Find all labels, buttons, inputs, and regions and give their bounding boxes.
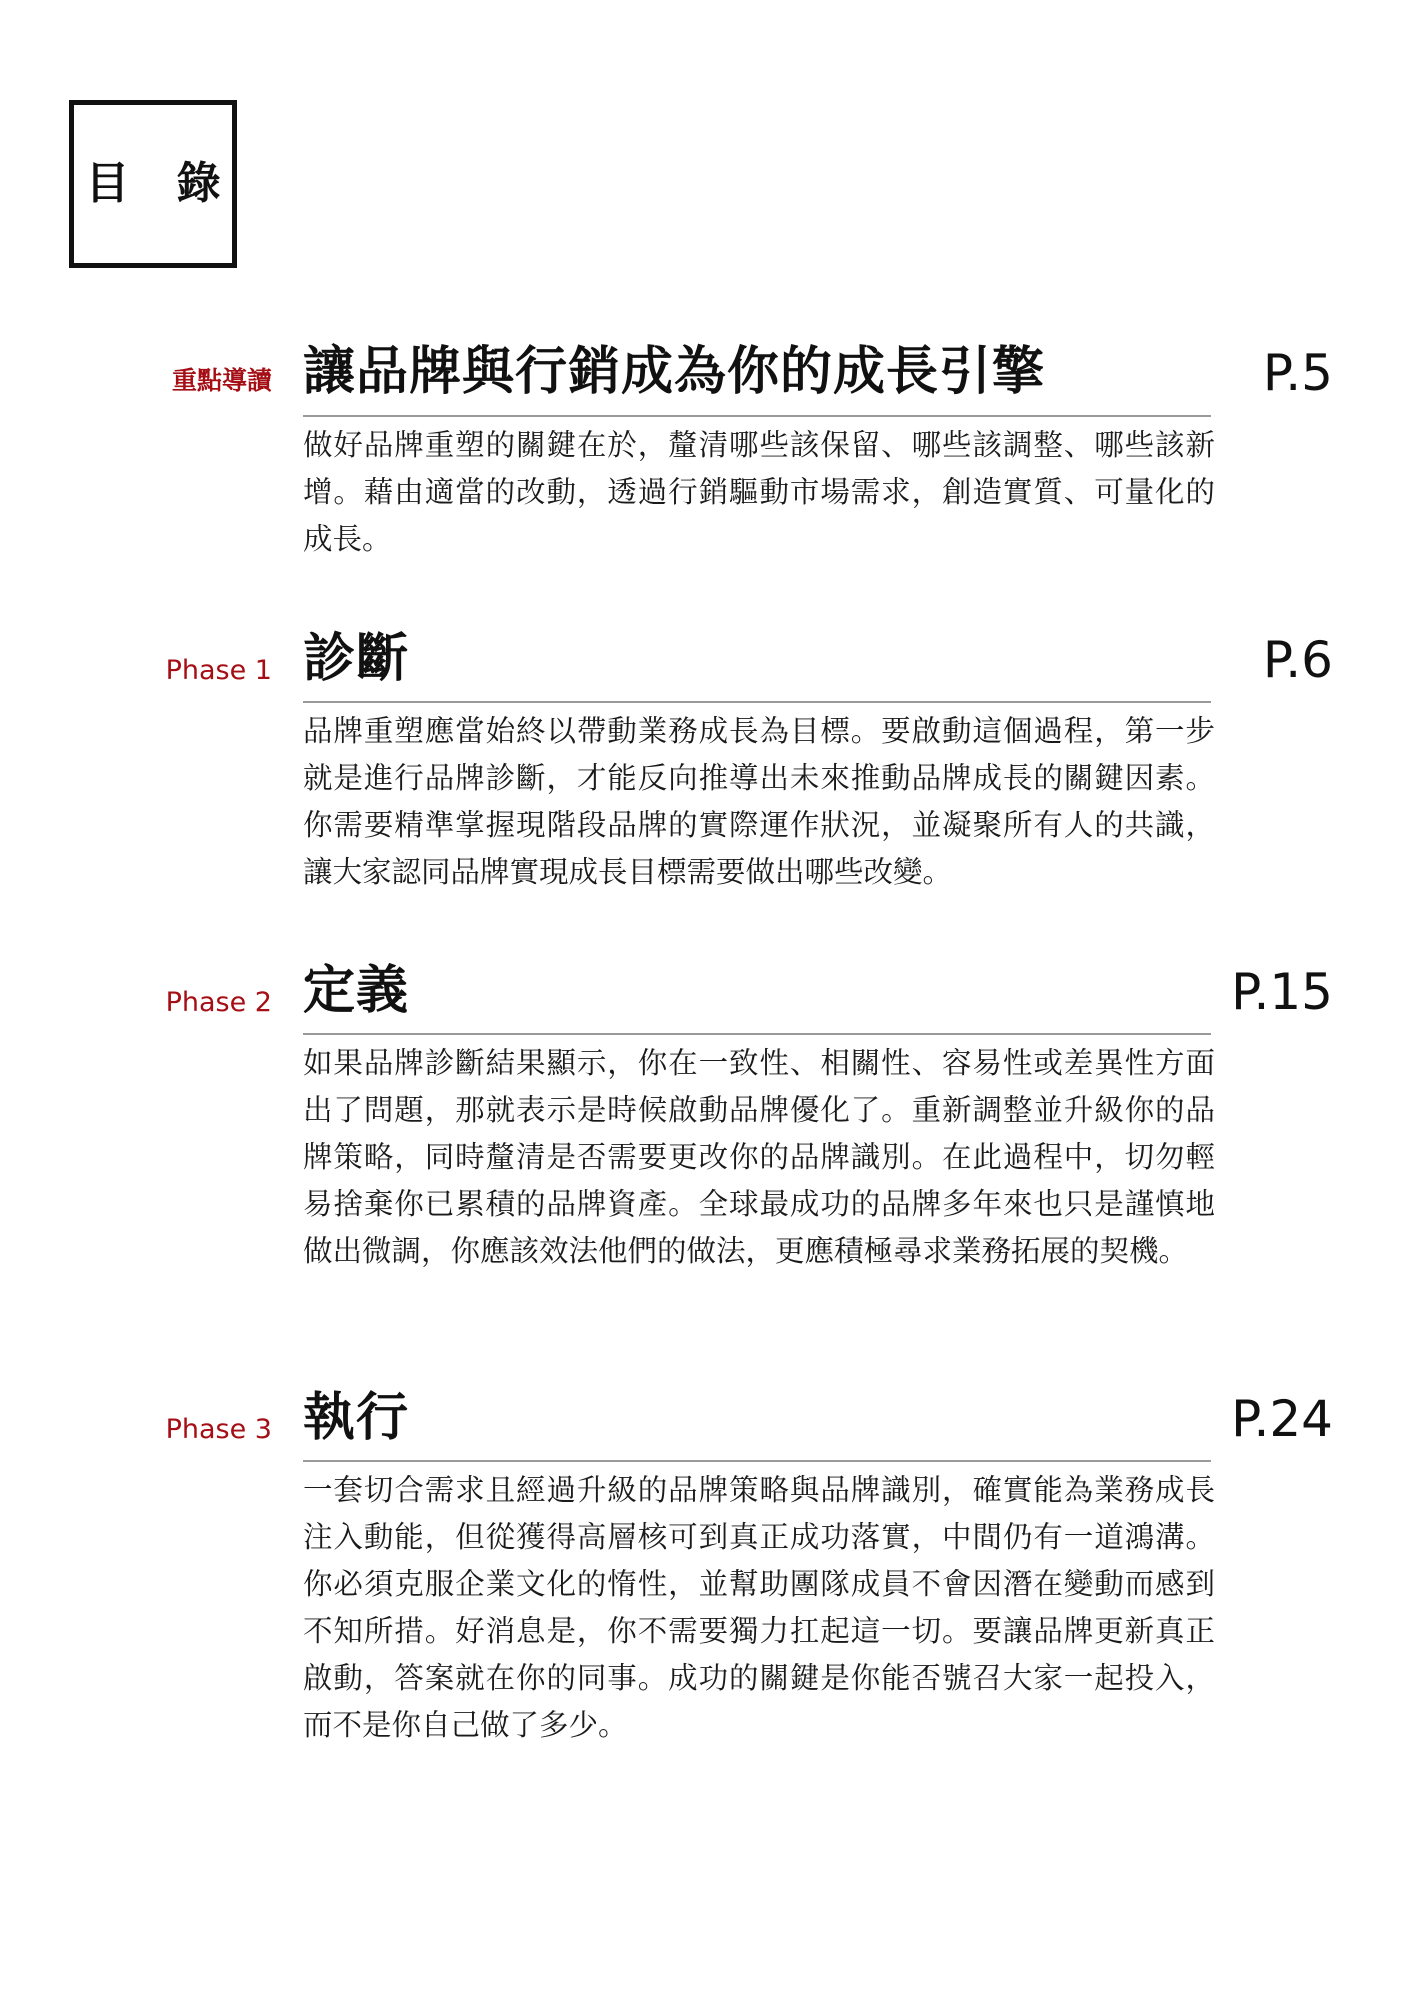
entry-description: 如果品牌診斷結果顯示，你在一致性、相關性、容易性或差異性方面出了問題，那就表示是時候啟動品牌優化了。重新調整並升級你的品牌策略，同時釐清是否需要更改你的品牌識別。在此過程中，切勿輕易捨棄你已累積的品牌資產。全球最成功的品牌多年來也只是謹慎地做出微調，你應該效法他們的做法，更應積極尋求業務拓展的契機。	[303, 1046, 1215, 1268]
entry-divider	[303, 415, 1211, 417]
toc-title-box	[69, 100, 237, 268]
entry-description: 一套切合需求且經過升級的品牌策略與品牌識別，確實能為業務成長注入動能，但從獲得高層核可到真正成功落實，中間仍有一道鴻溝。你必須克服企業文化的惰性，並幫助團隊成員不會因潛在變動而感到不知所措。好消息是，你不需要獨力扛起這一切。要讓品牌更新真正啟動，答案就在你的同事。成功的關鍵是你能否號召大家一起投入，而不是你自己做了多少。	[303, 1473, 1215, 1742]
entry-page-number: P.24	[1231, 1390, 1333, 1448]
entry-heading: 讓品牌與行銷成為你的成長引擎	[303, 342, 1046, 402]
entry-page-number: P.15	[1231, 963, 1333, 1021]
entry-description: 品牌重塑應當始終以帶動業務成長為目標。要啟動這個過程，第一步就是進行品牌診斷，才能反向推導出未來推動品牌成長的關鍵因素。你需要精準掌握現階段品牌的實際運作狀況，並凝聚所有人的共識，讓大家認同品牌實現成長目標需要做出哪些改變。	[303, 714, 1215, 889]
entry-divider	[303, 701, 1211, 703]
toc-title: 目 錄	[85, 158, 237, 209]
entry-divider	[303, 1460, 1211, 1462]
entry-label: Phase 3	[165, 1414, 272, 1445]
entry-heading: 執行	[303, 1388, 410, 1448]
entry-divider	[303, 1033, 1211, 1035]
entry-page-number: P.5	[1262, 344, 1333, 402]
entry-description: 做好品牌重塑的關鍵在於，釐清哪些該保留、哪些該調整、哪些該新增。藉由適當的改動，透過行銷驅動市場需求，創造實質、可量化的成長。	[303, 428, 1215, 556]
entry-label: Phase 1	[165, 655, 272, 686]
entry-label: Phase 2	[165, 987, 272, 1018]
entry-page-number: P.6	[1262, 631, 1333, 689]
entry-label: 重點導讀	[171, 366, 272, 395]
entry-heading: 定義	[303, 961, 410, 1021]
entry-heading: 診斷	[303, 629, 410, 689]
